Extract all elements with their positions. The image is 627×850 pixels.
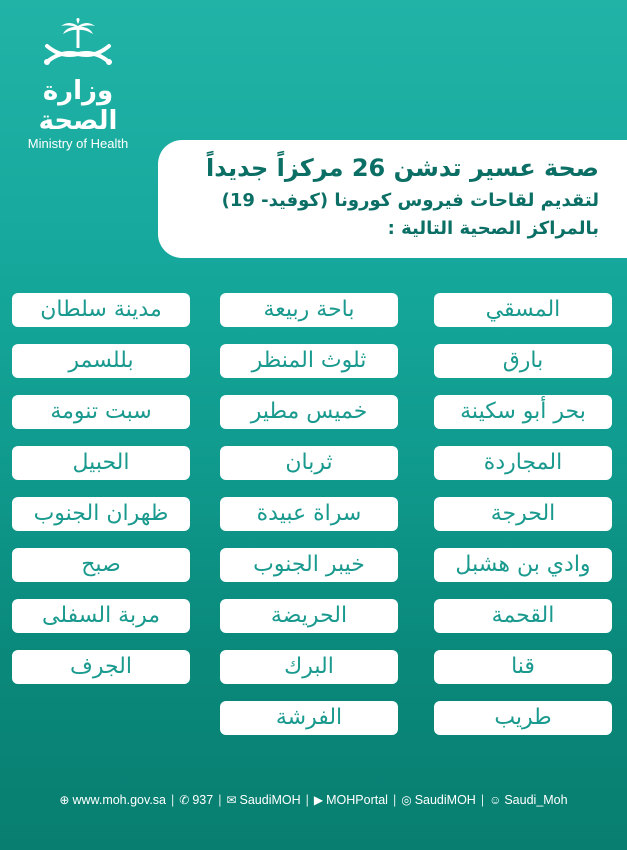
footer-divider: | — [305, 793, 309, 807]
center-item: مربة السفلى — [12, 599, 190, 633]
center-item: المجاردة — [434, 446, 612, 480]
footer-contacts — [0, 788, 627, 812]
footer-phone-text: 937 — [192, 793, 214, 807]
footer-twitter[interactable] — [226, 793, 300, 807]
center-item: وادي بن هشبل — [434, 548, 612, 582]
footer-website-text: www.moh.gov.sa — [72, 793, 167, 807]
center-item: سبت تنومة — [12, 395, 190, 429]
headline-subtitle: لتقديم لقاحات فيروس كورونا (كوفيد- 19) — [221, 190, 599, 211]
center-item: بارق — [434, 344, 612, 378]
footer-youtube[interactable] — [314, 793, 388, 807]
center-item: خيبر الجنوب — [220, 548, 398, 582]
footer-divider: | — [171, 793, 175, 807]
center-item: بحر أبو سكينة — [434, 395, 612, 429]
twitter-icon: ✉ — [226, 793, 237, 807]
center-item: صبح — [12, 548, 190, 582]
headline-title: صحة عسير تدشن 26 مركزاً جديداً — [205, 154, 599, 182]
globe-icon: ⊕ — [59, 793, 70, 807]
center-item: طريب — [434, 701, 612, 735]
center-item: ثلوث المنظر — [220, 344, 398, 378]
center-item: ظهران الجنوب — [12, 497, 190, 531]
center-item: البرك — [220, 650, 398, 684]
footer-website[interactable] — [59, 793, 166, 807]
instagram-icon: ◎ — [401, 793, 412, 807]
footer-divider: | — [218, 793, 222, 807]
footer-snapchat-text: Saudi_Moh — [504, 793, 568, 807]
center-item: المسقي — [434, 293, 612, 327]
footer-phone[interactable] — [179, 793, 213, 807]
footer-instagram-text: SaudiMOH — [414, 793, 476, 807]
footer-instagram[interactable] — [401, 793, 476, 807]
snapchat-icon: ☺ — [489, 793, 502, 807]
center-item: الحرجة — [434, 497, 612, 531]
footer-snapchat[interactable] — [489, 793, 568, 807]
phone-icon: ✆ — [179, 793, 190, 807]
center-item: الحريضة — [220, 599, 398, 633]
center-item: خميس مطير — [220, 395, 398, 429]
center-item: ثربان — [220, 446, 398, 480]
headline-subtitle-2: بالمراكز الصحية التالية : — [387, 218, 599, 239]
youtube-icon: ▶ — [313, 793, 324, 807]
center-item: الفرشة — [220, 701, 398, 735]
footer-divider: | — [480, 793, 485, 807]
center-item: باحة ربيعة — [220, 293, 398, 327]
footer-twitter-text: SaudiMOH — [239, 793, 301, 807]
logo-arabic-text: وزارة الصحة — [38, 76, 118, 136]
center-item: بللسمر — [12, 344, 190, 378]
center-item: قنا — [434, 650, 612, 684]
logo-english-text: Ministry of Health — [27, 136, 129, 151]
center-item: الجرف — [12, 650, 190, 684]
center-item: مدينة سلطان — [12, 293, 190, 327]
footer-youtube-text: MOHPortal — [326, 793, 388, 807]
center-item: القحمة — [434, 599, 612, 633]
center-item: الحبيل — [12, 446, 190, 480]
center-item: سراة عبيدة — [220, 497, 398, 531]
footer-divider: | — [392, 793, 397, 807]
